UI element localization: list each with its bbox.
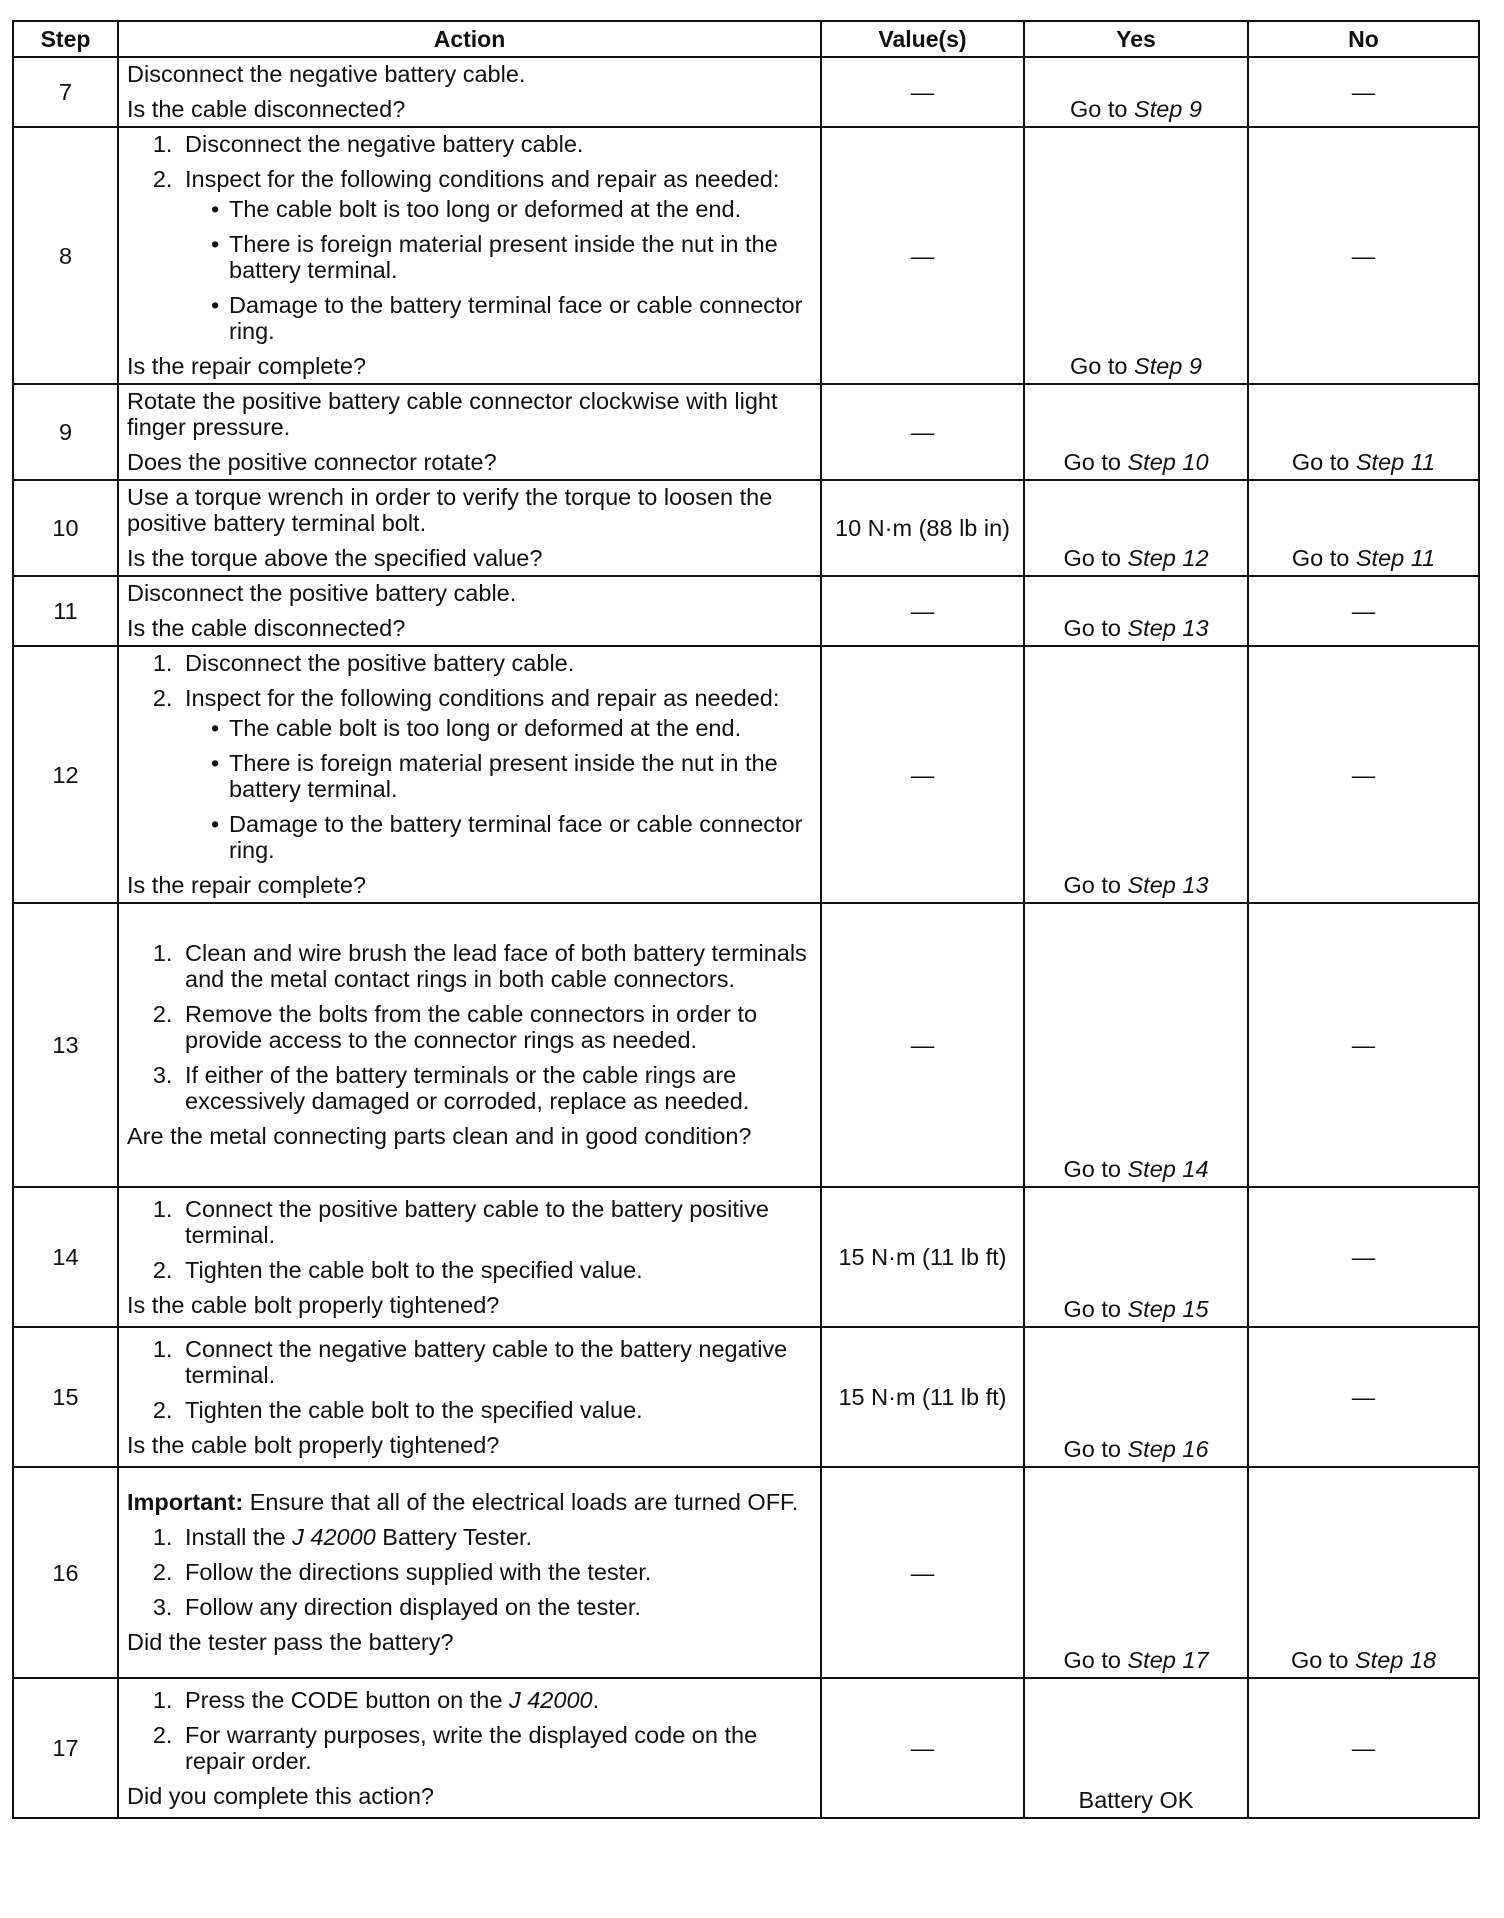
table-row <box>13 1187 1479 1327</box>
table-row <box>13 576 1479 646</box>
action-question: Is the cable bolt properly tightened? <box>127 1431 500 1458</box>
no-cell <box>1248 384 1479 480</box>
no-step-link: Step 11 <box>1355 449 1436 475</box>
condition-item: • Damage to the battery terminal face or cable connector ring. <box>211 811 814 863</box>
yes-cell <box>1024 903 1248 1187</box>
condition-item: • The cable bolt is too long or deformed at the end. <box>211 715 814 741</box>
yes-cell <box>1024 1327 1248 1467</box>
condition-item: • Damage to the battery terminal face or cable connector ring. <box>211 292 814 344</box>
yes-prefix: Go to <box>1063 1647 1128 1673</box>
yes-step-link: Step 16 <box>1127 1436 1209 1462</box>
action-step <box>179 685 814 863</box>
action-cell <box>118 576 821 646</box>
yes-cell <box>1024 480 1248 576</box>
header-row <box>13 21 1479 57</box>
action-steps <box>127 940 814 1114</box>
action-cell <box>118 1187 821 1327</box>
condition-list <box>185 715 814 863</box>
step-number: 11 <box>13 576 118 646</box>
yes-step-link: Step 13 <box>1127 872 1209 898</box>
action-question: Is the cable bolt properly tightened? <box>127 1291 500 1318</box>
action-step-text: . <box>592 1686 600 1713</box>
header-step: Step <box>13 21 118 57</box>
tool-name: J 42000 <box>292 1524 376 1550</box>
action-step-text: Install the <box>185 1524 293 1550</box>
action-cell <box>118 384 821 480</box>
action-text: Use a torque wrench in order to verify the torque to loosen the positive battery terminal bolt. <box>127 484 773 536</box>
important-label: Important: <box>127 1489 244 1515</box>
yes-step-link: Step 9 <box>1134 353 1202 379</box>
header-yes: Yes <box>1024 21 1248 57</box>
action-question: Are the metal connecting parts clean and in good condition? <box>127 1123 752 1149</box>
action-cell <box>118 480 821 576</box>
action-step <box>179 166 814 344</box>
step-number: 7 <box>13 57 118 127</box>
action-step: 2. Tighten the cable bolt to the specified value. <box>179 1397 814 1423</box>
step-number: 14 <box>13 1187 118 1327</box>
yes-cell <box>1024 127 1248 384</box>
yes-cell <box>1024 57 1248 127</box>
action-cell <box>118 1467 821 1678</box>
yes-cell <box>1024 1467 1248 1678</box>
condition-list <box>185 196 814 344</box>
action-question: Is the repair complete? <box>127 353 367 379</box>
action-step: 2. Remove the bolts from the cable connectors in order to provide access to the connector rings as needed. <box>179 1001 814 1053</box>
action-question: Does the positive connector rotate? <box>127 449 497 475</box>
yes-cell <box>1024 646 1248 903</box>
table-row <box>13 646 1479 903</box>
condition-item: • There is foreign material present inside the nut in the battery terminal. <box>211 750 814 802</box>
step-number: 8 <box>13 127 118 384</box>
no-prefix: Go to <box>1291 545 1356 571</box>
yes-prefix: Go to <box>1063 1296 1128 1322</box>
condition-item: • The cable bolt is too long or deformed at the end. <box>211 196 814 222</box>
value-cell: — <box>821 903 1024 1187</box>
action-step <box>179 1687 814 1713</box>
step-number: 12 <box>13 646 118 903</box>
header-action: Action <box>118 21 821 57</box>
yes-step-link: Step 12 <box>1127 545 1209 571</box>
action-step: 2. Tighten the cable bolt to the specified value. <box>179 1257 814 1283</box>
yes-prefix: Go to <box>1063 545 1128 571</box>
yes-cell <box>1024 1187 1248 1327</box>
no-step-link: Step 11 <box>1355 545 1436 571</box>
no-cell: — <box>1248 127 1479 384</box>
action-step: 2. Follow the directions supplied with the tester. <box>179 1559 814 1585</box>
no-cell: — <box>1248 576 1479 646</box>
value-cell: 15 N·m (11 lb ft) <box>821 1327 1024 1467</box>
no-cell: — <box>1248 57 1479 127</box>
action-step: 1. Disconnect the positive battery cable. <box>179 650 814 676</box>
step-number: 13 <box>13 903 118 1187</box>
value-cell: 10 N·m (88 lb in) <box>821 480 1024 576</box>
yes-prefix: Go to <box>1063 872 1128 898</box>
no-cell <box>1248 480 1479 576</box>
action-step-text: Inspect for the following conditions and repair as needed: <box>185 166 780 192</box>
action-step-text: Battery Tester. <box>375 1524 533 1550</box>
no-cell: — <box>1248 646 1479 903</box>
action-steps <box>127 1196 814 1283</box>
action-cell <box>118 646 821 903</box>
diagnostic-table <box>12 20 1480 1819</box>
action-text: Rotate the positive battery cable connector clockwise with light finger pressure. <box>127 388 778 440</box>
yes-step-link: Step 17 <box>1127 1647 1209 1673</box>
yes-step-link: Step 10 <box>1127 449 1209 475</box>
action-cell <box>118 903 821 1187</box>
yes-cell <box>1024 576 1248 646</box>
action-steps <box>127 1524 814 1620</box>
diagnostic-table-page <box>12 20 1478 1819</box>
action-step: 3. Follow any direction displayed on the tester. <box>179 1594 814 1620</box>
action-question: Did the tester pass the battery? <box>127 1629 454 1655</box>
yes-prefix: Go to <box>1063 1156 1128 1182</box>
yes-prefix: Go to <box>1070 96 1135 122</box>
yes-cell: Battery OK <box>1024 1678 1248 1818</box>
action-question: Is the cable disconnected? <box>127 96 406 122</box>
condition-item: • There is foreign material present inside the nut in the battery terminal. <box>211 231 814 283</box>
action-question: Is the repair complete? <box>127 872 367 898</box>
action-steps <box>127 1336 814 1423</box>
step-number: 15 <box>13 1327 118 1467</box>
no-step-link: Step 18 <box>1355 1647 1437 1673</box>
action-text: Disconnect the negative battery cable. <box>127 61 526 87</box>
yes-prefix: Go to <box>1063 449 1128 475</box>
table-row <box>13 480 1479 576</box>
important-note <box>127 1489 814 1515</box>
action-step-text: Inspect for the following conditions and repair as needed: <box>185 685 780 711</box>
no-cell: — <box>1248 903 1479 1187</box>
header-values: Value(s) <box>821 21 1024 57</box>
value-cell: — <box>821 576 1024 646</box>
yes-step-link: Step 14 <box>1127 1156 1209 1182</box>
yes-step-link: Step 13 <box>1127 615 1209 641</box>
value-cell: — <box>821 1467 1024 1678</box>
action-steps <box>127 650 814 863</box>
no-cell: — <box>1248 1678 1479 1818</box>
yes-prefix: Go to <box>1063 1436 1128 1462</box>
value-cell: — <box>821 384 1024 480</box>
no-cell: — <box>1248 1327 1479 1467</box>
table-row <box>13 384 1479 480</box>
table-row <box>13 903 1479 1187</box>
no-prefix: Go to <box>1291 449 1356 475</box>
value-cell: — <box>821 646 1024 903</box>
header-no: No <box>1248 21 1479 57</box>
value-cell: — <box>821 57 1024 127</box>
table-row <box>13 1678 1479 1818</box>
action-step-text: Press the CODE button on the <box>185 1686 509 1713</box>
action-step: 1. Clean and wire brush the lead face of both battery terminals and the metal contact rings in both cable connectors. <box>179 940 814 992</box>
no-prefix: Go to <box>1290 1647 1355 1673</box>
table-row <box>13 1327 1479 1467</box>
action-step: 1. Disconnect the negative battery cable. <box>179 131 814 157</box>
action-cell <box>118 57 821 127</box>
action-steps <box>127 131 814 344</box>
table-row <box>13 1467 1479 1678</box>
value-cell: — <box>821 127 1024 384</box>
no-cell <box>1248 1467 1479 1678</box>
action-text: Disconnect the positive battery cable. <box>127 580 517 606</box>
yes-cell <box>1024 384 1248 480</box>
step-number: 16 <box>13 1467 118 1678</box>
yes-prefix: Go to <box>1063 615 1128 641</box>
no-cell: — <box>1248 1187 1479 1327</box>
value-cell: — <box>821 1678 1024 1818</box>
action-question: Is the cable disconnected? <box>127 615 406 641</box>
step-number: 10 <box>13 480 118 576</box>
action-step: 3. If either of the battery terminals or the cable rings are excessively damaged or corroded, replace as needed. <box>179 1062 814 1114</box>
value-cell: 15 N·m (11 lb ft) <box>821 1187 1024 1327</box>
yes-step-link: Step 9 <box>1134 96 1202 122</box>
action-step: 1. Connect the positive battery cable to the battery positive terminal. <box>179 1196 814 1248</box>
step-number: 9 <box>13 384 118 480</box>
action-step <box>179 1524 814 1550</box>
action-step: 2. For warranty purposes, write the displayed code on the repair order. <box>179 1722 814 1774</box>
action-question: Did you complete this action? <box>127 1782 434 1809</box>
action-cell <box>118 1678 821 1818</box>
yes-prefix: Go to <box>1070 353 1135 379</box>
yes-step-link: Step 15 <box>1127 1296 1209 1322</box>
table-row <box>13 127 1479 384</box>
action-cell <box>118 127 821 384</box>
step-number: 17 <box>13 1678 118 1818</box>
action-step: 1. Connect the negative battery cable to the battery negative terminal. <box>179 1336 814 1388</box>
action-question: Is the torque above the specified value? <box>127 545 543 571</box>
table-row <box>13 57 1479 127</box>
action-steps <box>127 1687 814 1774</box>
tool-name: J 42000 <box>508 1686 593 1713</box>
action-cell <box>118 1327 821 1467</box>
important-text: Ensure that all of the electrical loads are turned OFF. <box>243 1489 799 1515</box>
